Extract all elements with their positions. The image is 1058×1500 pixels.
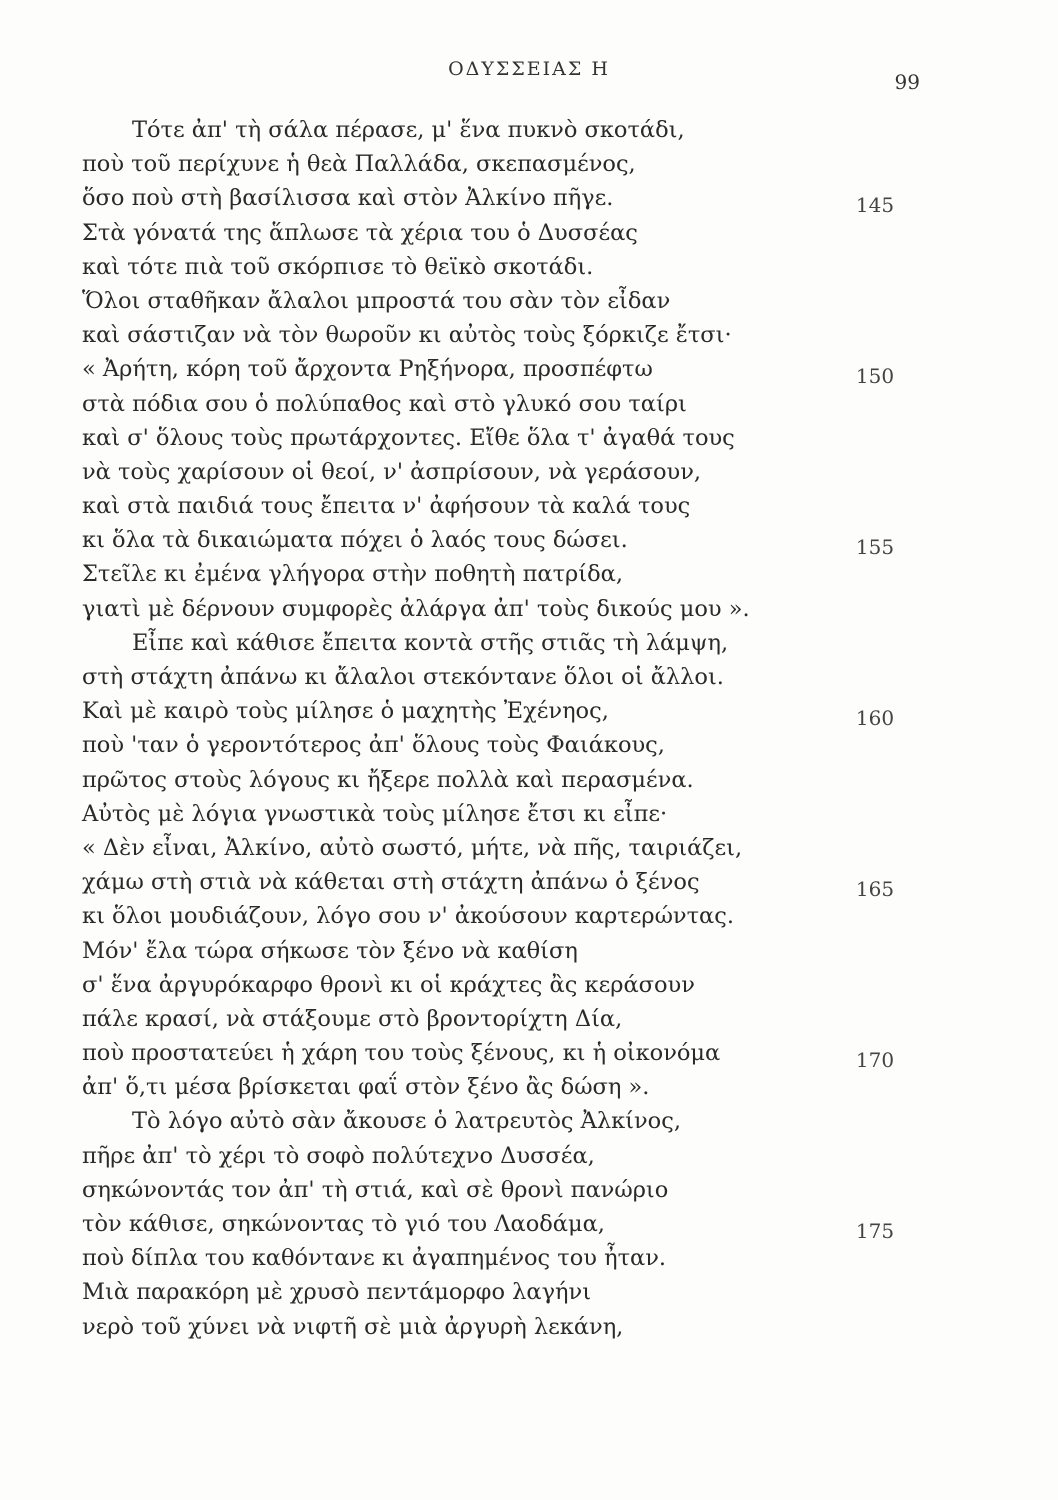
line-number: 160 <box>855 706 895 731</box>
verse-text: καὶ σάστιζαν νὰ τὸν θωροῦν κι αὐτὸς τοὺς ξόρκιζε ἔτσι· <box>82 322 732 349</box>
verse-text: χάμω στὴ στιὰ νὰ κάθεται στὴ στάχτη ἀπάνω ὁ ξένος <box>82 869 700 896</box>
verse-line <box>0 523 1058 560</box>
line-number: 145 <box>855 193 895 218</box>
poem-text-block <box>0 113 1058 1344</box>
verse-text: πρῶτος στοὺς λόγους κι ἤξερε πολλὰ καὶ περασμένα. <box>82 766 694 793</box>
line-number: 165 <box>855 877 895 902</box>
running-head: ΟΔΥΣΣΕΙΑΣ Η <box>448 58 610 80</box>
line-number: 155 <box>855 535 895 560</box>
verse-text: « Δὲν εἶναι, Ἀλκίνο, αὐτὸ σωστό, μήτε, νὰ πῆς, ταιριάζει, <box>82 834 743 861</box>
verse-text: Στὰ γόνατά της ἅπλωσε τὰ χέρια του ὁ Δυσσέας <box>82 219 638 246</box>
verse-text: Στεῖλε κι ἐμένα γλήγορα στὴν ποθητὴ πατρίδα, <box>82 561 623 588</box>
verse-text: πῆρε ἀπ' τὸ χέρι τὸ σοφὸ πολύτεχνο Δυσσέα, <box>82 1142 595 1169</box>
verse-line <box>0 181 1058 218</box>
verse-text: ἀπ' ὅ,τι μέσα βρίσκεται φαΐ στὸν ξένο ἂς δώση ». <box>82 1074 650 1101</box>
verse-line <box>0 250 1058 284</box>
verse-text: στὰ πόδια σου ὁ πολύπαθος καὶ στὸ γλυκό σου ταίρι <box>82 390 687 417</box>
verse-text: Καὶ μὲ καιρὸ τοὺς μίλησε ὁ μαχητὴς Ἐχένηος, <box>82 698 609 725</box>
verse-line <box>0 489 1058 523</box>
verse-text: κι ὅλα τὰ δικαιώματα πόχει ὁ λαός τους δώσει. <box>82 527 628 554</box>
verse-line <box>0 831 1058 865</box>
verse-line <box>0 1275 1058 1309</box>
verse-line <box>0 1002 1058 1036</box>
verse-text: κι ὅλοι μουδιάζουν, λόγο σου ν' ἀκούσουν καρτερώντας. <box>82 903 735 930</box>
verse-line <box>0 934 1058 968</box>
verse-line <box>0 1070 1058 1104</box>
verse-text: ποὺ τοῦ περίχυνε ἡ θεὰ Παλλάδα, σκεπασμένος, <box>82 151 636 178</box>
verse-line <box>0 387 1058 421</box>
verse-text: Αὐτὸς μὲ λόγια γνωστικὰ τοὺς μίλησε ἔτσι κι εἶπε· <box>82 800 668 827</box>
verse-line <box>0 1173 1058 1207</box>
verse-text: Τότε ἀπ' τὴ σάλα πέρασε, μ' ἕνα πυκνὸ σκοτάδι, <box>132 117 685 143</box>
verse-text: « Ἀρήτη, κόρη τοῦ ἄρχοντα Ρηξήνορα, προσπέφτω <box>82 356 653 383</box>
verse-line <box>0 626 1058 660</box>
verse-line <box>0 1241 1058 1275</box>
verse-line <box>0 1036 1058 1073</box>
verse-line <box>0 1104 1058 1138</box>
verse-line <box>0 284 1058 318</box>
verse-text: γιατὶ μὲ δέρνουν συμφορὲς ἀλάργα ἀπ' τοὺς δικούς μου ». <box>82 595 750 622</box>
verse-text: νερὸ τοῦ χύνει νὰ νιφτῆ σὲ μιὰ ἀργυρὴ λεκάνη, <box>82 1313 624 1340</box>
verse-text: καὶ στὰ παιδιά τους ἔπειτα ν' ἀφήσουν τὰ καλά τους <box>82 493 691 520</box>
verse-text: ὅσο ποὺ στὴ βασίλισσα καὶ στὸν Ἀλκίνο πῆγε. <box>82 185 614 212</box>
verse-line <box>0 592 1058 626</box>
verse-line <box>0 865 1058 902</box>
verse-line <box>0 421 1058 455</box>
verse-text: πάλε κρασί, νὰ στάξουμε στὸ βροντορίχτη Δία, <box>82 1005 623 1032</box>
verse-line <box>0 1139 1058 1173</box>
verse-line <box>0 113 1058 147</box>
verse-text: Εἶπε καὶ κάθισε ἔπειτα κοντὰ στῆς στιᾶς τὴ λάμψη, <box>132 629 729 656</box>
page-number: 99 <box>894 70 920 94</box>
verse-line <box>0 455 1058 489</box>
verse-line <box>0 147 1058 181</box>
line-number: 150 <box>855 364 895 389</box>
verse-line <box>0 968 1058 1002</box>
verse-text: Μόν' ἔλα τώρα σήκωσε τὸν ξένο νὰ καθίση <box>82 937 578 964</box>
verse-text: σηκώνοντάς τον ἀπ' τὴ στιά, καὶ σὲ θρονὶ πανώριο <box>82 1176 669 1203</box>
verse-text: Μιὰ παρακόρη μὲ χρυσὸ πεντάμορφο λαγήνι <box>82 1279 592 1306</box>
verse-line <box>0 352 1058 389</box>
verse-text: Ὅλοι σταθῆκαν ἄλαλοι μπροστά του σὰν τὸν εἶδαν <box>82 287 671 314</box>
verse-line <box>0 1310 1058 1344</box>
verse-line <box>0 318 1058 352</box>
verse-line <box>0 728 1058 762</box>
verse-text: ποὺ δίπλα του καθόντανε κι ἀγαπημένος του ἦταν. <box>82 1245 667 1272</box>
line-number: 170 <box>855 1048 895 1073</box>
verse-text: Τὸ λόγο αὐτὸ σὰν ἄκουσε ὁ λατρευτὸς Ἀλκίνος, <box>132 1108 681 1135</box>
verse-text: ποὺ 'ταν ὁ γεροντότερος ἀπ' ὅλους τοὺς Φαιάκους, <box>82 732 665 759</box>
verse-line <box>0 763 1058 797</box>
verse-line <box>0 660 1058 694</box>
verse-line <box>0 899 1058 933</box>
verse-text: νὰ τοὺς χαρίσουν οἱ θεοί, ν' ἀσπρίσουν, νὰ γεράσουν, <box>82 458 702 485</box>
verse-text: καὶ τότε πιὰ τοῦ σκόρπισε τὸ θεϊκὸ σκοτάδι. <box>82 253 594 280</box>
verse-line <box>0 797 1058 831</box>
verse-text: σ' ἕνα ἀργυρόκαρφο θρονὶ κι οἱ κράχτες ἂς κεράσουν <box>82 971 695 998</box>
line-number: 175 <box>855 1219 895 1243</box>
verse-line <box>0 557 1058 591</box>
verse-line <box>0 1207 1058 1241</box>
verse-text: στὴ στάχτη ἀπάνω κι ἄλαλοι στεκόντανε ὅλοι οἱ ἄλλοι. <box>82 664 724 690</box>
verse-text: ποὺ προστατεύει ἡ χάρη του τοὺς ξένους, κι ἡ οἰκονόμα <box>82 1040 721 1067</box>
verse-text: καὶ σ' ὅλους τοὺς πρωτάρχοντες. Εἴθε ὅλα τ' ἀγαθά τους <box>82 424 735 451</box>
verse-line <box>0 694 1058 731</box>
verse-line <box>0 216 1058 250</box>
verse-text: τὸν κάθισε, σηκώνοντας τὸ γιό του Λαοδάμα, <box>82 1211 605 1237</box>
